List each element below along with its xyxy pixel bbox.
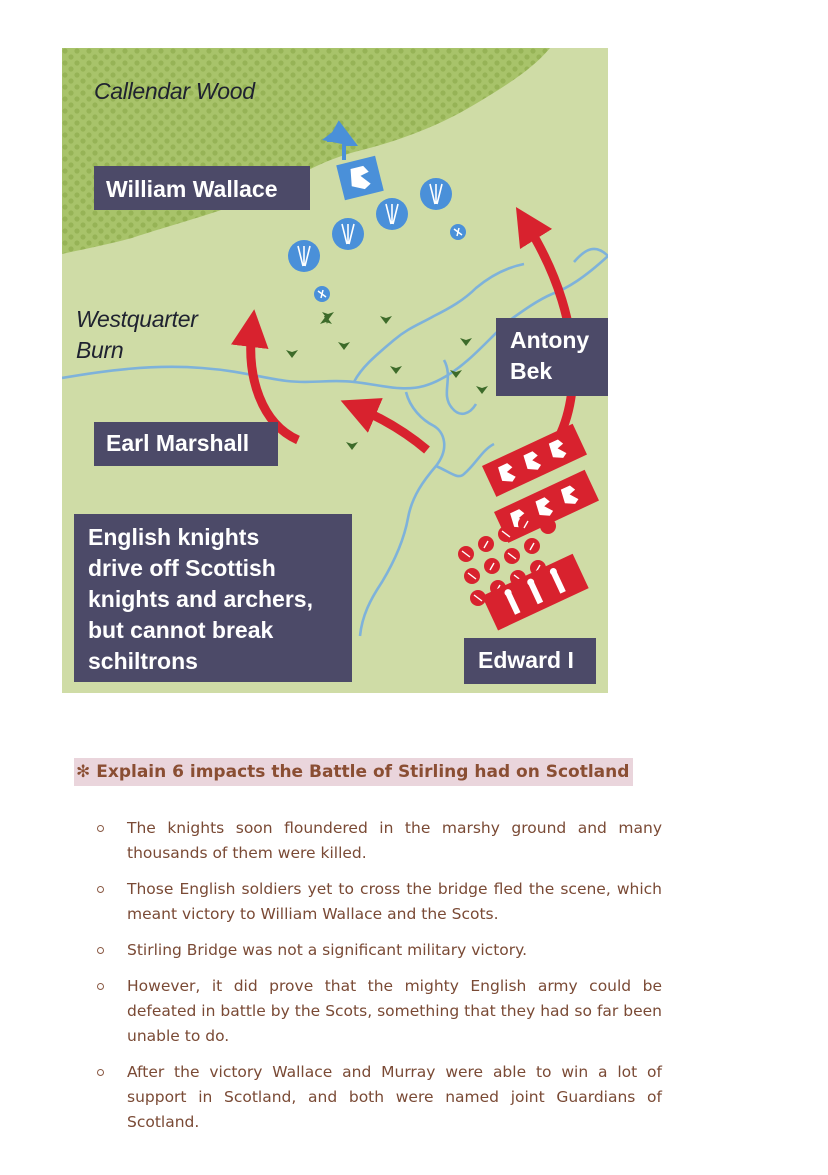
earl-marshall-label: Earl Marshall (94, 422, 278, 466)
list-item (90, 877, 662, 927)
westquarter-burn-label (76, 304, 198, 366)
antony-bek-line2: Bek (510, 358, 553, 384)
bullet-icon (97, 825, 104, 832)
list-item (90, 1060, 662, 1135)
list-item-text: The knights soon floundered in the marshy ground and many thousands of them were killed. (127, 819, 662, 862)
caption-line5: schiltrons (88, 648, 198, 674)
star-icon: ✻ (76, 762, 91, 782)
william-wallace-label: William Wallace (94, 166, 310, 210)
caption-line4: but cannot break (88, 617, 274, 643)
scottish-knight-icon (336, 156, 384, 201)
bullet-icon (97, 886, 104, 893)
battle-map (62, 48, 608, 693)
caption-line1: English knights (88, 524, 260, 550)
caption-line2: drive off Scottish (88, 555, 276, 581)
list-item-text: Stirling Bridge was not a significant military victory. (127, 941, 528, 959)
impacts-list (90, 816, 662, 1146)
bullet-icon (97, 983, 104, 990)
edward-label: Edward I (464, 638, 596, 684)
bullet-icon (97, 947, 104, 954)
list-item-text: Those English soldiers yet to cross the bridge fled the scene, which meant victory to William Wallace and the Scots. (127, 880, 662, 923)
westquarter-burn-line1: Westquarter (76, 306, 198, 332)
battle-caption (74, 514, 352, 682)
section-heading (74, 758, 633, 786)
section-heading-text: Explain 6 impacts the Battle of Stirling had on Scotland (96, 762, 630, 782)
list-item-text: After the victory Wallace and Murray were able to win a lot of support in Scotland, and both were named joint Guardians of Scotland. (127, 1063, 662, 1131)
antony-bek-label (496, 318, 608, 396)
list-item (90, 816, 662, 866)
callendar-wood-label: Callendar Wood (94, 78, 255, 104)
list-item (90, 938, 662, 963)
list-item-text: However, it did prove that the mighty English army could be defeated in battle by the Scots, something that they had so far been unable to do. (127, 977, 662, 1045)
list-item (90, 974, 662, 1049)
caption-line3: knights and archers, (88, 586, 313, 612)
bullet-icon (97, 1069, 104, 1076)
antony-bek-line1: Antony (510, 327, 590, 353)
westquarter-burn-line2: Burn (76, 337, 124, 363)
